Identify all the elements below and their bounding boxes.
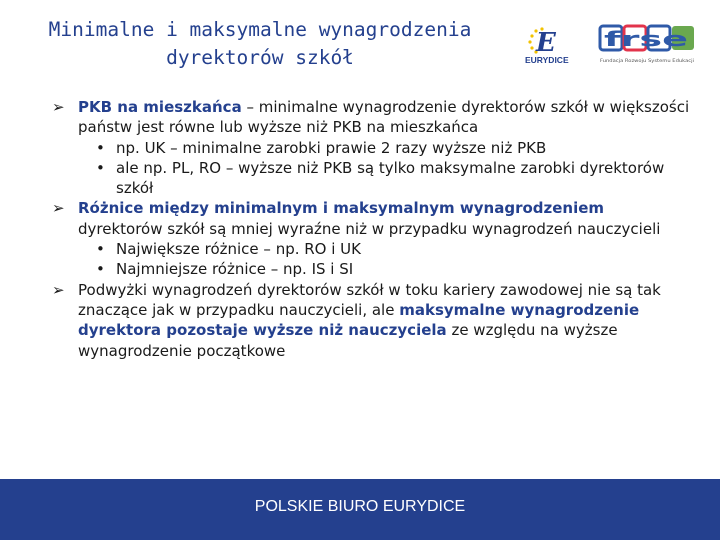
sub-bullet-text: np. UK – minimalne zarobki prawie 2 razy wyższe niż PKB [116,138,547,157]
arrow-bullet-icon: ➢ [52,98,65,116]
footer-label: POLSKIE BIURO EURYDICE [254,498,466,515]
arrow-bullet-icon: ➢ [52,199,65,218]
dot-bullet-icon: • [96,158,105,177]
footer-bar [0,479,720,540]
sub-bullet-text: Największe różnice – np. RO i UK [116,240,362,259]
sub-bullet-smallest [86,259,692,279]
dot-bullet-icon: • [96,260,105,279]
slide-content [52,97,692,361]
frse-logo [598,24,698,68]
slide-title [10,16,510,72]
bullet-text: Podwyżki wynagrodzeń dyrektorów szkół w toku kariery zawodowej nie są tak znaczące jak w przypadku nauczycieli, ale [78,280,661,319]
bullet-highlight: PKB na mieszkańca [78,98,242,116]
frse-wordmark: frse [604,27,688,51]
eurydice-logo [522,24,578,66]
bullet-highlight: Różnice między minimalnym i maksymalnym wynagrodzeniem [78,199,605,218]
bullet-text-end: ze względu na wyższe wynagrodzenie początkowe [78,321,618,360]
title-line-1: Minimalne i maksymalne wynagrodzenia [48,18,472,41]
sub-bullet-text: Najmniejsze różnice – np. IS i SI [116,260,354,279]
sub-bullet-text: ale np. PL, RO – wyższe niż PKB są tylko maksymalne zarobki dyrektorów szkół [116,158,665,198]
title-line-2: dyrektorów szkół [166,46,354,69]
eurydice-e-letter: E [536,28,556,58]
bullet-text: dyrektorów szkół są mniej wyraźne niż w przypadku wynagrodzeń nauczycieli [78,219,661,238]
sub-bullet-uk [86,138,692,158]
dot-bullet-icon: • [96,138,105,157]
frse-tagline: Fundacja Rozwoju Systemu Edukacji [600,59,682,64]
dot-bullet-icon: • [96,240,105,259]
bullet-pkb [52,97,692,138]
eurydice-wordmark: EURYDICE [525,55,569,65]
bullet-raises [52,280,692,361]
bullet-differences [52,198,692,239]
sub-bullet-largest [86,239,692,259]
sub-bullet-pl-ro [86,158,692,199]
bullet-highlight: maksymalne wynagrodzenie dyrektora pozostaje wyższe niż nauczyciela [78,300,640,340]
bullet-text: – minimalne wynagrodzenie dyrektorów szkół w większości państw jest równe lub wyższe niż PKB na mieszkańca [78,98,690,137]
arrow-bullet-icon: ➢ [52,280,65,299]
